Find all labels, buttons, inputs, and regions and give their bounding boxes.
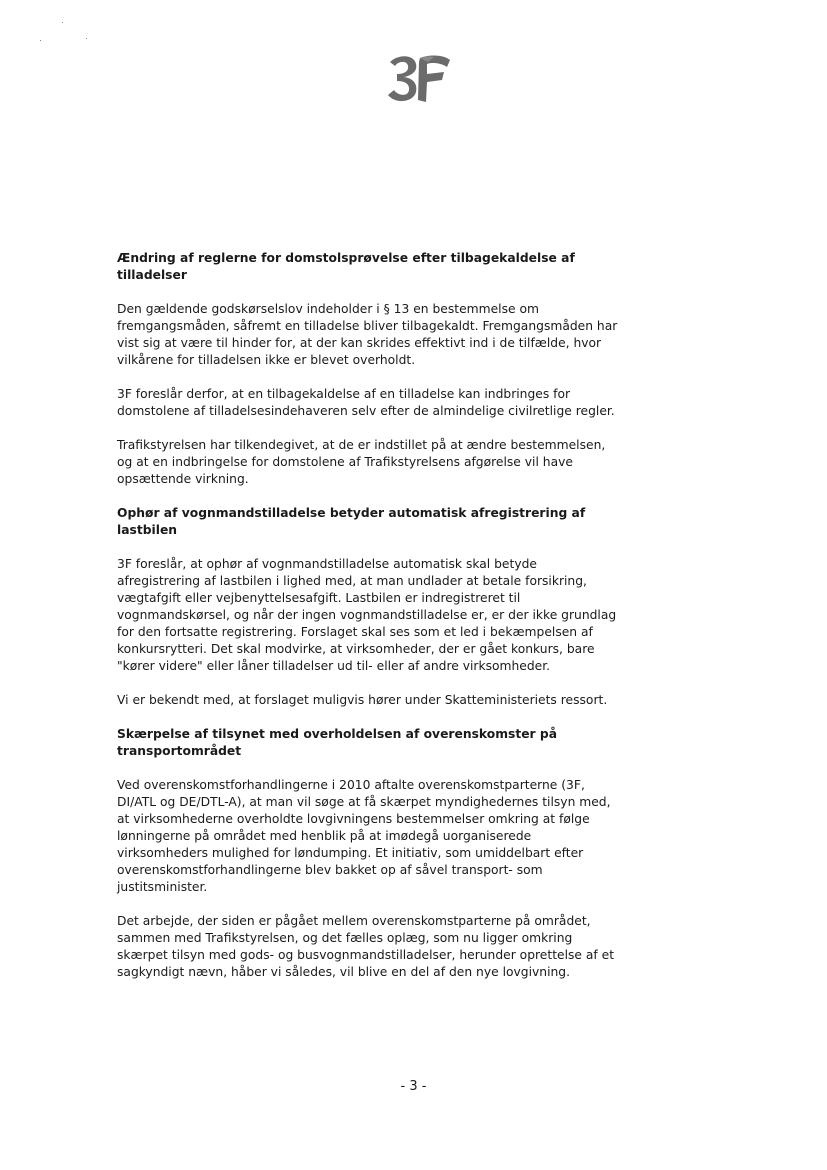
- paragraph: Vi er bekendt med, at forslaget muligvis hører under Skatteministeriets ressort.: [117, 693, 608, 707]
- scan-speck: [86, 38, 87, 39]
- paragraph: Ved overenskomstforhandlingerne i 2010 aftalte overenskomstparterne (3F, DI/ATL og DE/DTL-A), at man vil søge at få skærpet myndighedernes tilsyn med, at virksomhederne overholdte lovgivningens bestemmelser omkring at følge lønningerne på området med henblik på at imødegå uorganiserede virksomheders mulighed for løndumping. Et initiativ, som umiddelbart efter overenskomstforhandlingerne blev bakket op af såvel transport- som justitsminister.: [117, 778, 611, 894]
- scan-speck: [40, 40, 41, 41]
- paragraph: Det arbejde, der siden er pågået mellem overenskomstparterne på området, sammen med Trafikstyrelsen, og det fælles oplæg, som nu ligger omkring skærpet tilsyn med gods- og busvognmandstilladelser, herunder oprettelse af et sagkyndigt nævn, håber vi således, vil blive en del af den nye lovgivning.: [117, 914, 615, 979]
- section-heading: Ændring af reglerne for domstolsprøvelse efter tilbagekaldelse af tilladelser: [117, 251, 575, 282]
- scan-speck: [62, 22, 63, 23]
- paragraph: 3F foreslår, at ophør af vognmandstilladelse automatisk skal betyde afregistrering af lastbilen i lighed med, at man undlader at betale forsikring, vægtafgift eller vejbenyttelsesafgift. Lastbilen er indregistreret til vognmandskørsel, og når der ingen vognmandstilladelse er, er der ikke grundlag for den fortsatte registrering. Forslaget skal ses som et led i bekæmpelsen af konkursrytteri. Det skal modvirke, at virksomheder, der er gået konkurs, bare "kører videre" eller låner tilladelser ud til- eller af andre virksomheder.: [117, 557, 617, 673]
- document-body: [117, 250, 622, 981]
- section-heading: Skærpelse af tilsynet med overholdelsen af overenskomster på transportområdet: [117, 727, 557, 758]
- page-number: - 3 -: [400, 1079, 427, 1094]
- section-heading: Ophør af vognmandstilladelse betyder automatisk afregistrering af lastbilen: [117, 506, 586, 537]
- 3f-logo-icon: [384, 52, 452, 104]
- paragraph: 3F foreslår derfor, at en tilbagekaldelse af en tilladelse kan indbringes for domstolene af tilladelsesindehaveren selv efter de almindelige civilretlige regler.: [117, 387, 615, 418]
- paragraph: Den gældende godskørselslov indeholder i § 13 en bestemmelse om fremgangsmåden, såfremt en tilladelse bliver tilbagekaldt. Fremgangsmåden har vist sig at være til hinder for, at der kan skrides effektivt ind i de tilfælde, hvor vilkårene for tilladelsen ikke er blevet overholdt.: [117, 302, 618, 367]
- paragraph: Trafikstyrelsen har tilkendegivet, at de er indstillet på at ændre bestemmelsen, og at en indbringelse for domstolene af Trafikstyrelsens afgørelse vil have opsættende virkning.: [117, 438, 606, 486]
